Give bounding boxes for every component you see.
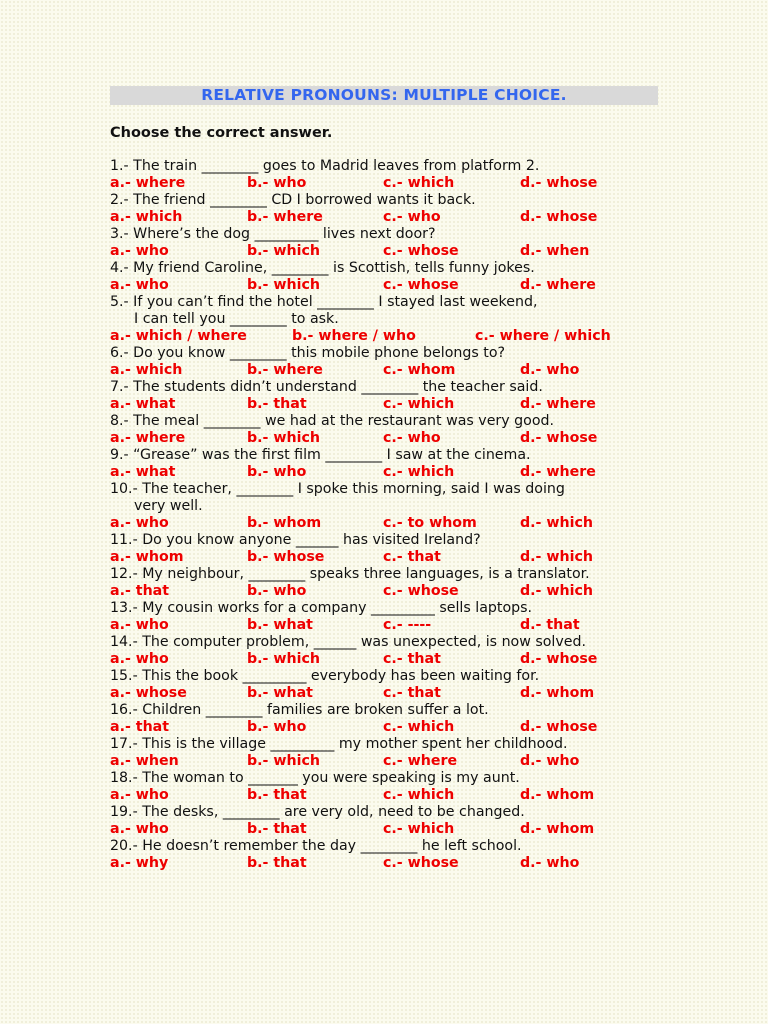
question-item — [110, 668, 658, 702]
answer-options — [110, 243, 658, 260]
answer-option-d[interactable]: d.- whom — [520, 821, 595, 837]
answer-option-a[interactable]: a.- who — [110, 243, 169, 259]
answer-option-d[interactable]: d.- where — [520, 464, 596, 480]
answer-option-c[interactable]: c.- that — [383, 549, 441, 565]
answer-option-b[interactable]: b.- who — [247, 719, 307, 735]
question-item — [110, 600, 658, 634]
answer-option-b[interactable]: b.- which — [247, 277, 320, 293]
answer-option-b[interactable]: b.- what — [247, 685, 313, 701]
answer-option-a[interactable]: a.- when — [110, 753, 179, 769]
question-item — [110, 634, 658, 668]
answer-options — [110, 821, 658, 838]
question-text: 3.- Where’s the dog _________ lives next door? — [110, 226, 436, 242]
answer-options — [110, 855, 658, 872]
question-text: 4.- My friend Caroline, ________ is Scottish, tells funny jokes. — [110, 260, 535, 276]
answer-options — [110, 430, 658, 447]
answer-option-d[interactable]: d.- which — [520, 515, 593, 531]
answer-option-c[interactable]: c.- which — [383, 787, 455, 803]
answer-option-d[interactable]: d.- whose — [520, 651, 598, 667]
question-item — [110, 260, 658, 294]
answer-option-b[interactable]: b.- who — [247, 583, 307, 599]
answer-option-c[interactable]: c.- who — [383, 209, 441, 225]
answer-option-b[interactable]: b.- where — [247, 209, 323, 225]
answer-option-d[interactable]: d.- whom — [520, 685, 595, 701]
answer-options — [110, 787, 658, 804]
answer-options — [110, 396, 658, 413]
answer-options — [110, 685, 658, 702]
answer-option-d[interactable]: d.- who — [520, 855, 580, 871]
answer-option-b[interactable]: b.- which — [247, 651, 320, 667]
question-text: 20.- He doesn’t remember the day ________ he left school. — [110, 838, 522, 854]
answer-option-c[interactable]: c.- whose — [383, 583, 459, 599]
question-item — [110, 413, 658, 447]
answer-options — [110, 617, 658, 634]
answer-options — [110, 515, 658, 532]
answer-options — [110, 651, 658, 668]
answer-option-a[interactable]: a.- who — [110, 821, 169, 837]
answer-option-b[interactable]: b.- where / who — [292, 328, 416, 344]
answer-option-a[interactable]: a.- that — [110, 583, 170, 599]
answer-option-c[interactable]: c.- whose — [383, 855, 459, 871]
answer-option-a[interactable]: a.- what — [110, 396, 176, 412]
answer-option-c[interactable]: c.- whose — [383, 277, 459, 293]
answer-option-a[interactable]: a.- who — [110, 617, 169, 633]
answer-option-a[interactable]: a.- whom — [110, 549, 184, 565]
answer-option-a[interactable]: a.- who — [110, 515, 169, 531]
answer-option-d[interactable]: d.- whose — [520, 209, 598, 225]
question-text: 9.- “Grease” was the first film ________ I saw at the cinema. — [110, 447, 531, 463]
answer-option-b[interactable]: b.- which — [247, 753, 320, 769]
answer-option-c[interactable]: c.- which — [383, 719, 455, 735]
answer-option-a[interactable]: a.- which — [110, 362, 183, 378]
question-item — [110, 838, 658, 872]
question-text: 6.- Do you know ________ this mobile phone belongs to? — [110, 345, 506, 361]
answer-options — [110, 209, 658, 226]
question-text: 13.- My cousin works for a company _________ sells laptops. — [110, 600, 533, 616]
answer-option-d[interactable]: d.- whom — [520, 787, 595, 803]
answer-option-a[interactable]: a.- what — [110, 464, 176, 480]
answer-option-c[interactable]: c.- where / which — [475, 328, 611, 344]
answer-option-d[interactable]: d.- whose — [520, 175, 598, 191]
answer-option-b[interactable]: b.- who — [247, 175, 307, 191]
answer-options — [110, 719, 658, 736]
answer-option-b[interactable]: b.- that — [247, 821, 307, 837]
question-item — [110, 192, 658, 226]
answer-option-c[interactable]: c.- which — [383, 396, 455, 412]
answer-option-d[interactable]: d.- whose — [520, 430, 598, 446]
answer-option-c[interactable]: c.- that — [383, 651, 441, 667]
answer-options — [110, 362, 658, 379]
question-item — [110, 481, 658, 532]
question-item — [110, 566, 658, 600]
question-item — [110, 804, 658, 838]
answer-option-b[interactable]: b.- that — [247, 396, 307, 412]
answer-option-d[interactable]: d.- when — [520, 243, 590, 259]
answer-option-b[interactable]: b.- what — [247, 617, 313, 633]
answer-option-c[interactable]: c.- to whom — [383, 515, 477, 531]
answer-option-a[interactable]: a.- who — [110, 787, 169, 803]
question-text-continued: I can tell you ________ to ask. — [134, 311, 339, 327]
question-text: 2.- The friend ________ CD I borrowed wants it back. — [110, 192, 476, 208]
answer-option-c[interactable]: c.- where — [383, 753, 458, 769]
answer-option-a[interactable]: a.- who — [110, 651, 169, 667]
answer-option-d[interactable]: d.- where — [520, 277, 596, 293]
answer-option-c[interactable]: c.- whose — [383, 243, 459, 259]
answer-option-b[interactable]: b.- where — [247, 362, 323, 378]
question-text: 15.- This the book _________ everybody has been waiting for. — [110, 668, 540, 684]
question-item — [110, 447, 658, 481]
answer-option-d[interactable]: d.- whose — [520, 719, 598, 735]
answer-option-a[interactable]: a.- whose — [110, 685, 187, 701]
question-text: 17.- This is the village _________ my mother spent her childhood. — [110, 736, 568, 752]
worksheet — [110, 86, 658, 872]
question-item — [110, 294, 658, 345]
question-item — [110, 379, 658, 413]
answer-option-a[interactable]: a.- where — [110, 430, 186, 446]
question-text: 11.- Do you know anyone ______ has visited Ireland? — [110, 532, 481, 548]
answer-option-b[interactable]: b.- whose — [247, 549, 325, 565]
question-text: 18.- The woman to _______ you were speaking is my aunt. — [110, 770, 520, 786]
question-text: 10.- The teacher, ________ I spoke this morning, said I was doing — [110, 481, 565, 497]
answer-option-d[interactable]: d.- who — [520, 753, 580, 769]
question-item — [110, 345, 658, 379]
answer-option-b[interactable]: b.- which — [247, 243, 320, 259]
answer-option-d[interactable]: d.- where — [520, 396, 596, 412]
question-item — [110, 226, 658, 260]
answer-option-b[interactable]: b.- who — [247, 464, 307, 480]
answer-option-a[interactable]: a.- which — [110, 209, 183, 225]
answer-option-c[interactable]: c.- who — [383, 430, 441, 446]
answer-option-b[interactable]: b.- that — [247, 787, 307, 803]
answer-option-c[interactable]: c.- that — [383, 685, 441, 701]
answer-option-c[interactable]: c.- whom — [383, 362, 456, 378]
answer-option-d[interactable]: d.- which — [520, 549, 593, 565]
answer-options — [110, 464, 658, 481]
answer-option-a[interactable]: a.- where — [110, 175, 186, 191]
question-text: 8.- The meal ________ we had at the restaurant was very good. — [110, 413, 555, 429]
question-item — [110, 702, 658, 736]
question-item — [110, 158, 658, 192]
question-text: 5.- If you can’t find the hotel ________ I stayed last weekend, — [110, 294, 538, 310]
answer-option-c[interactable]: c.- ---- — [383, 617, 432, 633]
worksheet-title: RELATIVE PRONOUNS: MULTIPLE CHOICE. — [110, 86, 658, 105]
answer-options — [110, 277, 658, 294]
answer-option-b[interactable]: b.- whom — [247, 515, 322, 531]
question-text-continued: very well. — [134, 498, 203, 514]
answer-option-c[interactable]: c.- which — [383, 821, 455, 837]
answer-option-d[interactable]: d.- who — [520, 362, 580, 378]
answer-option-a[interactable]: a.- which / where — [110, 328, 247, 344]
answer-options — [110, 583, 658, 600]
answer-options — [110, 549, 658, 566]
question-text: 14.- The computer problem, ______ was unexpected, is now solved. — [110, 634, 587, 650]
question-text: 19.- The desks, ________ are very old, need to be changed. — [110, 804, 525, 820]
answer-option-b[interactable]: b.- which — [247, 430, 320, 446]
question-list — [110, 158, 658, 872]
answer-option-a[interactable]: a.- who — [110, 277, 169, 293]
answer-option-d[interactable]: d.- that — [520, 617, 580, 633]
answer-options — [110, 175, 658, 192]
question-item — [110, 770, 658, 804]
question-item — [110, 736, 658, 770]
answer-option-d[interactable]: d.- which — [520, 583, 593, 599]
question-text: 12.- My neighbour, ________ speaks three languages, is a translator. — [110, 566, 590, 582]
question-text: 16.- Children ________ families are broken suffer a lot. — [110, 702, 489, 718]
question-item — [110, 532, 658, 566]
answer-options — [110, 753, 658, 770]
answer-option-a[interactable]: a.- why — [110, 855, 169, 871]
instructions: Choose the correct answer. — [110, 125, 333, 141]
answer-option-b[interactable]: b.- that — [247, 855, 307, 871]
answer-options — [110, 328, 658, 345]
question-text: 7.- The students didn’t understand ________ the teacher said. — [110, 379, 543, 395]
answer-option-c[interactable]: c.- which — [383, 464, 455, 480]
answer-option-c[interactable]: c.- which — [383, 175, 455, 191]
question-text: 1.- The train ________ goes to Madrid leaves from platform 2. — [110, 158, 540, 174]
answer-option-a[interactable]: a.- that — [110, 719, 170, 735]
